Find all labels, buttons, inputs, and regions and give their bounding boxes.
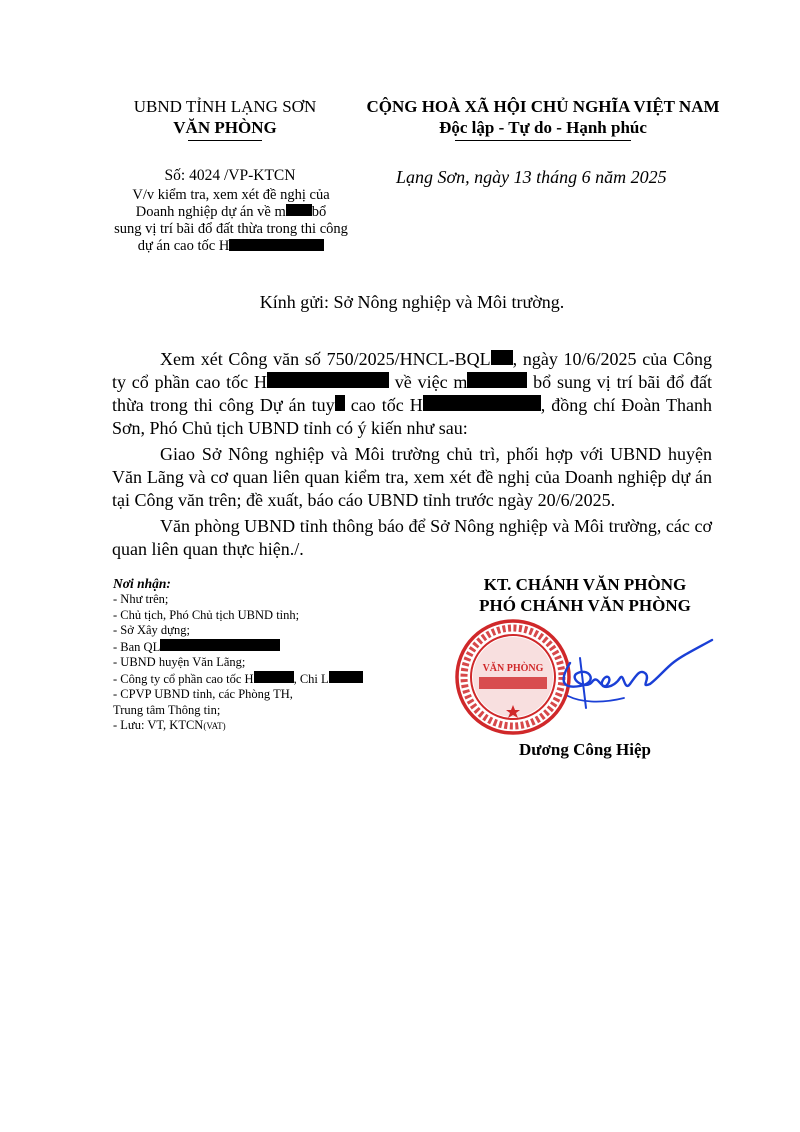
body-paragraph-3 xyxy=(112,515,712,561)
body-paragraph-1 xyxy=(112,348,712,440)
receiver-item-text: - Ban QL xyxy=(113,639,161,654)
national-motto: Độc lập - Tự do - Hạnh phúc xyxy=(439,118,647,137)
redaction xyxy=(267,372,389,388)
p1-part-2: , ngày 10/6/2025 của Công ty cổ phần cao tốc H xyxy=(112,349,712,392)
receiver-item-text: - Lưu: VT, KTCN xyxy=(113,718,204,732)
subject-line-2a: Doanh nghiệp dự án về m xyxy=(135,204,286,220)
body-paragraph-2 xyxy=(112,443,712,512)
receiver-item: - UBND huyện Văn Lãng; xyxy=(113,655,246,669)
receiver-item-suffix: (VAT) xyxy=(203,721,226,731)
motto-underline xyxy=(455,140,631,141)
p1-part-6: , đồng chí Đoàn Thanh Sơn, Phó Chủ tịch UBND tỉnh có ý kiến như sau: xyxy=(112,395,712,438)
issuer-office: VĂN PHÒNG xyxy=(173,118,277,137)
receiver-item-text: - Công ty cổ phần cao tốc H xyxy=(113,671,254,686)
p1-part-3: về việc m xyxy=(388,372,468,392)
redaction xyxy=(286,204,312,216)
p1-part-1: Xem xét Công văn số 750/2025/HNCL-BQL xyxy=(160,349,491,369)
receiver-item-text: , Chi L xyxy=(293,671,329,686)
receiver-item xyxy=(113,671,363,688)
p3-text: Văn phòng UBND tỉnh thông báo để Sở Nông nghiệp và Môi trường, các cơ quan liên quan thực hiện./. xyxy=(112,516,712,559)
issuer-org: UBND TỈNH LẠNG SƠN xyxy=(133,97,317,116)
receiver-item: - Sở Xây dựng; xyxy=(113,623,190,637)
handwritten-signature xyxy=(540,628,720,718)
signature-stroke xyxy=(568,696,624,702)
receivers-list xyxy=(113,576,363,735)
subject-line-2 xyxy=(108,204,354,221)
recipient: Kính gửi: Sở Nông nghiệp và Môi trường. xyxy=(259,292,565,312)
redaction xyxy=(329,671,363,683)
signer-name: Dương Công Hiệp xyxy=(518,740,652,759)
redaction xyxy=(467,372,527,388)
redaction xyxy=(160,639,280,651)
issuer-underline xyxy=(188,140,262,141)
p1-part-5: cao tốc H xyxy=(344,395,423,415)
country-name: CỘNG HOÀ XÃ HỘI CHỦ NGHĨA VIỆT NAM xyxy=(366,97,720,116)
subject-line-3: sung vị trí bãi đổ đất thừa trong thi công xyxy=(114,221,348,237)
document-number: Số: 4024 /VP-KTCN xyxy=(164,167,296,184)
receiver-item: Trung tâm Thông tin; xyxy=(113,702,221,717)
signer-title-1: KT. CHÁNH VĂN PHÒNG xyxy=(483,575,687,594)
subject-line-1: V/v kiểm tra, xem xét đề nghị của xyxy=(132,187,330,203)
receiver-item xyxy=(113,639,363,656)
redaction xyxy=(229,239,324,251)
place-date: Lạng Sơn, ngày 13 tháng 6 năm 2025 xyxy=(396,167,667,187)
redaction xyxy=(335,395,345,411)
receiver-item xyxy=(113,718,363,735)
redaction xyxy=(254,671,294,683)
receiver-item: - CPVP UBND tỉnh, các Phòng TH, xyxy=(113,687,293,701)
redaction xyxy=(491,350,513,365)
p2-text: Giao Sở Nông nghiệp và Môi trường chủ trì, phối hợp với UBND huyện Văn Lãng và cơ quan liên quan kiểm tra, xem xét đề nghị của Doanh nghiệp dự án tại Công văn trên; đề xuất, báo cáo UBND tỉnh trước ngày 20/6/2025. xyxy=(112,444,712,510)
signature-stroke xyxy=(564,640,712,687)
receivers-title: Nơi nhận: xyxy=(113,576,171,591)
subject-line-2b: bổ xyxy=(311,204,327,220)
receiver-item: - Chủ tịch, Phó Chủ tịch UBND tỉnh; xyxy=(113,607,300,622)
signer-title-2: PHÓ CHÁNH VĂN PHÒNG xyxy=(479,596,691,615)
subject-line-4a: dự án cao tốc H xyxy=(137,238,230,254)
p1-part-4: bổ sung vị trí bãi đổ đất thừa trong thi công Dự án tuy xyxy=(112,372,712,415)
receiver-item: - Như trên; xyxy=(113,592,169,606)
stamp-band xyxy=(479,677,547,689)
document-subject xyxy=(108,187,354,255)
subject-line-4 xyxy=(108,238,354,255)
redaction xyxy=(423,395,541,411)
stamp-text: VĂN PHÒNG xyxy=(482,663,544,674)
